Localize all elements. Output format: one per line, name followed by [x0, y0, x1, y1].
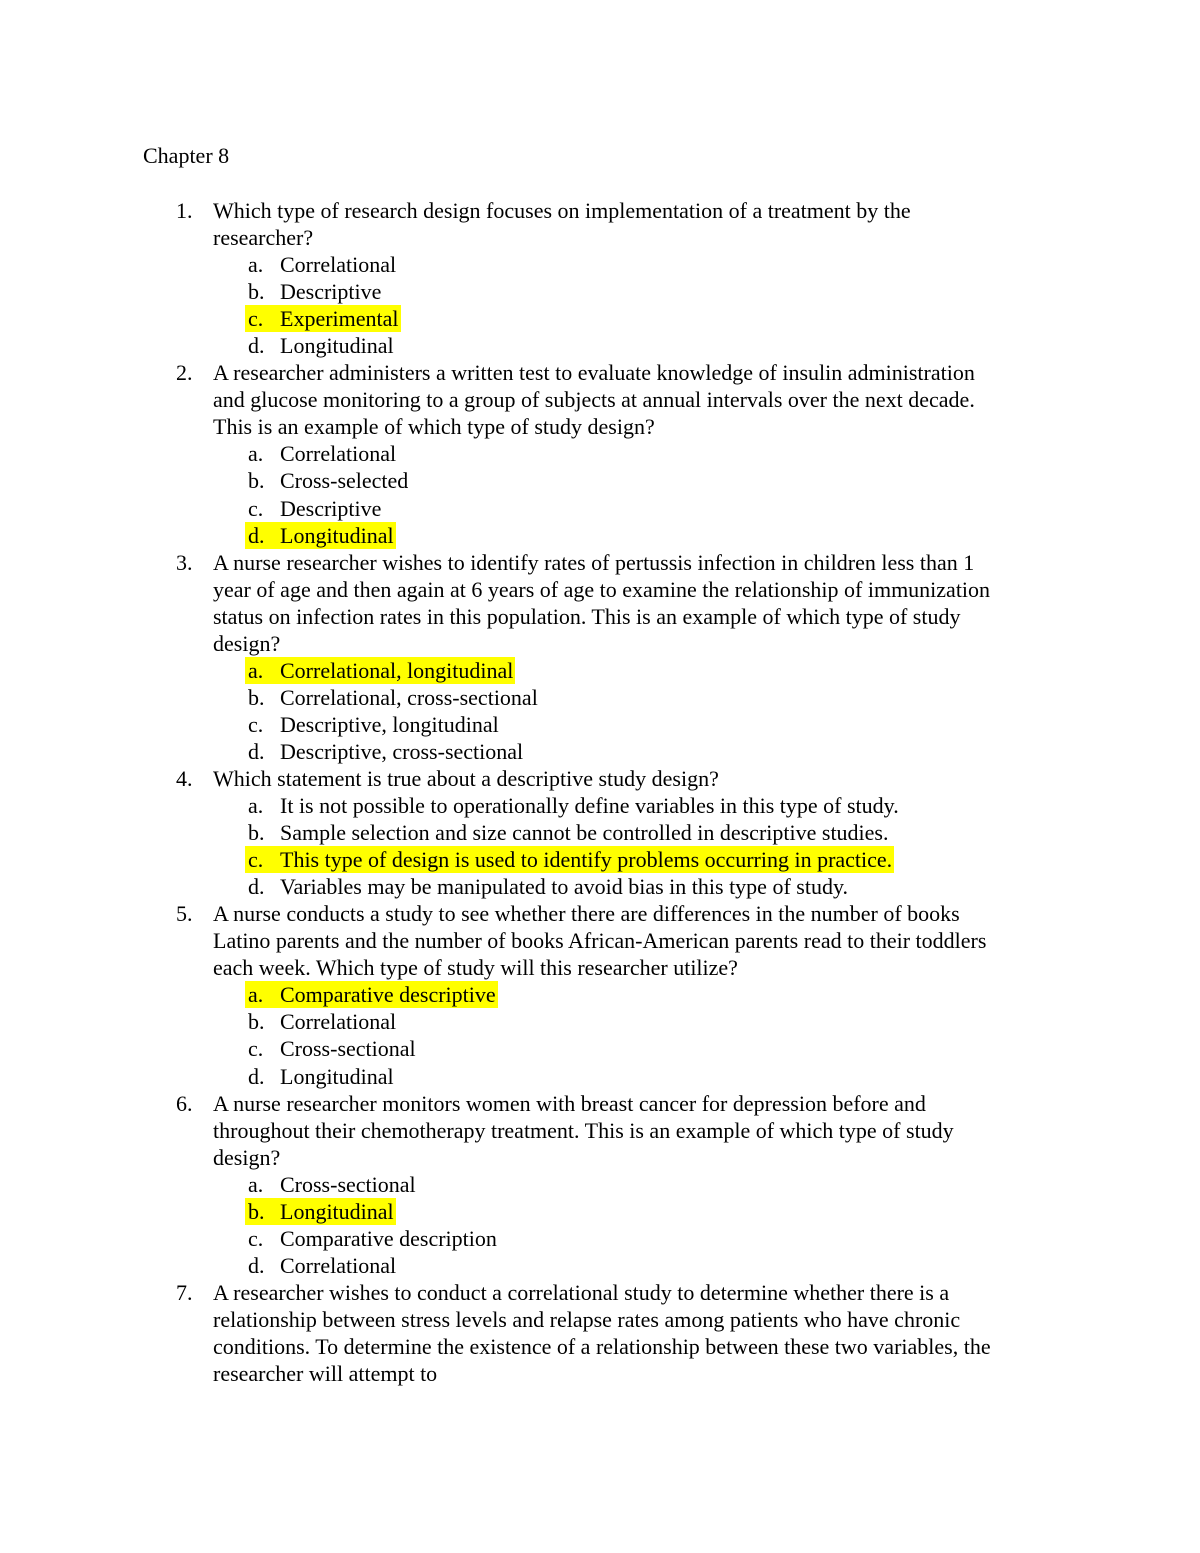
question-text: Which statement is true about a descriptive study design? [213, 765, 719, 791]
answer-option [248, 711, 1063, 738]
answer-option-text: Sample selection and size cannot be controlled in descriptive studies. [280, 820, 889, 846]
answer-options [213, 251, 1063, 359]
answer-option-text: Correlational [280, 1009, 397, 1035]
answer-option-text: Longitudinal [280, 1063, 394, 1089]
answer-option [248, 1063, 1063, 1090]
answer-option-letter: d. [248, 333, 265, 359]
answer-option-text: Experimental [280, 306, 399, 332]
answer-option-text: Cross-selected [280, 468, 409, 494]
question-item [0, 1090, 1063, 1279]
answer-option-content [245, 873, 850, 900]
answer-option-text: Descriptive [280, 279, 382, 305]
answer-option [248, 278, 1063, 305]
answer-option-letter: d. [248, 1063, 265, 1089]
answer-option-content [245, 278, 383, 305]
answer-options [213, 657, 1063, 765]
answer-option-letter: b. [248, 1198, 265, 1224]
answer-option-text: Correlational [280, 252, 397, 278]
answer-option-content [245, 467, 410, 494]
answer-option-letter: d. [248, 874, 265, 900]
question-item [0, 1279, 1063, 1387]
answer-option-content [245, 495, 383, 522]
chapter-title: Chapter 8 [143, 143, 230, 168]
answer-option-text: Longitudinal [280, 333, 394, 359]
answer-option-content [245, 657, 515, 684]
answer-option-letter: c. [248, 1036, 264, 1062]
answer-option [248, 467, 1063, 494]
answer-option [248, 1252, 1063, 1279]
answer-option-content [245, 738, 525, 765]
question-text: A researcher administers a written test to evaluate knowledge of insulin administration and glucose monitoring to a group of subjects at annual intervals over the next decade. This is an example of which type of study design? [213, 360, 975, 440]
answer-option-content [245, 1063, 396, 1090]
answer-option [248, 495, 1063, 522]
answer-options [213, 440, 1063, 548]
answer-option [248, 819, 1063, 846]
answer-option-content [245, 846, 894, 873]
answer-option [248, 873, 1063, 900]
answer-option [248, 1035, 1063, 1062]
answer-option-letter: b. [248, 820, 265, 846]
answer-option-highlighted [248, 522, 1063, 549]
answer-option-text: Correlational [280, 1252, 397, 1278]
answer-option-letter: b. [248, 1009, 265, 1035]
answer-option-content [245, 711, 501, 738]
question-item [0, 549, 1063, 765]
answer-option-highlighted [248, 305, 1063, 332]
answer-option [248, 792, 1063, 819]
answer-option-content [245, 792, 901, 819]
answer-option-content [245, 1252, 398, 1279]
answer-option-content [245, 1008, 398, 1035]
answer-option-letter: a. [248, 252, 264, 278]
answer-option-letter: a. [248, 657, 264, 683]
answer-option-text: It is not possible to operationally define variables in this type of study. [280, 793, 899, 819]
question-text: A researcher wishes to conduct a correlational study to determine whether there is a relationship between stress levels and relapse rates among patients who have chronic conditions. To determine the existence of a relationship between these two variables, the researcher will attempt to [213, 1279, 991, 1387]
answer-option-letter: d. [248, 522, 265, 548]
answer-option-text: Descriptive [280, 495, 382, 521]
question-item [0, 765, 1063, 900]
answer-options [213, 981, 1063, 1089]
answer-option-letter: c. [248, 495, 264, 521]
answer-option-content [245, 819, 891, 846]
question-number: 5. [176, 901, 193, 927]
answer-option-content [245, 305, 401, 332]
answer-option-content [245, 332, 396, 359]
answer-option-letter: c. [248, 1225, 264, 1251]
answer-option-letter: c. [248, 711, 264, 737]
answer-option-letter: a. [248, 441, 264, 467]
question-number: 2. [176, 360, 193, 386]
question-number: 6. [176, 1090, 193, 1116]
answer-option-content [245, 981, 498, 1008]
answer-option-content [245, 1225, 499, 1252]
answer-option-text: Descriptive, longitudinal [280, 711, 499, 737]
answer-option-content [245, 522, 396, 549]
answer-option [248, 1225, 1063, 1252]
answer-option-text: Correlational, cross-sectional [280, 684, 538, 710]
answer-options [213, 792, 1063, 900]
answer-option-highlighted [248, 657, 1063, 684]
answer-option-text: Comparative description [280, 1225, 497, 1251]
answer-option-content [245, 251, 398, 278]
question-number: 4. [176, 765, 193, 791]
answer-option [248, 440, 1063, 467]
answer-option-letter: a. [248, 1171, 264, 1197]
answer-option [248, 251, 1063, 278]
answer-option-text: Correlational, longitudinal [280, 657, 514, 683]
question-item [0, 197, 1063, 359]
answer-option-letter: c. [248, 847, 264, 873]
answer-option-text: Correlational [280, 441, 397, 467]
answer-option-content [245, 1171, 418, 1198]
answer-option-letter: a. [248, 982, 264, 1008]
answer-option-highlighted [248, 981, 1063, 1008]
answer-option-content [245, 440, 398, 467]
answer-option [248, 738, 1063, 765]
answer-option-text: This type of design is used to identify problems occurring in practice. [280, 847, 893, 873]
question-text: Which type of research design focuses on implementation of a treatment by the researcher? [213, 198, 911, 251]
answer-option-highlighted [248, 846, 1063, 873]
question-text: A nurse conducts a study to see whether there are differences in the number of books Latino parents and the number of books African-American parents read to their toddlers each week. Which type of study will this researcher utilize? [213, 901, 987, 981]
answer-option-letter: d. [248, 738, 265, 764]
question-number: 1. [176, 198, 193, 223]
answer-option-content [245, 1035, 418, 1062]
question-item [0, 359, 1063, 548]
answer-option [248, 684, 1063, 711]
answer-option-letter: b. [248, 684, 265, 710]
answer-option [248, 1008, 1063, 1035]
answer-option [248, 332, 1063, 359]
answer-option-text: Comparative descriptive [280, 982, 496, 1008]
question-number: 3. [176, 549, 193, 575]
answer-option-text: Descriptive, cross-sectional [280, 738, 524, 764]
answer-option-letter: b. [248, 468, 265, 494]
answer-option-content [245, 684, 540, 711]
question-item [0, 900, 1063, 1089]
answer-option-content [245, 1198, 396, 1225]
answer-option-letter: b. [248, 279, 265, 305]
question-list [0, 197, 1200, 1387]
answer-option-text: Longitudinal [280, 522, 394, 548]
answer-option [248, 1171, 1063, 1198]
question-text: A nurse researcher monitors women with breast cancer for depression before and throughout their chemotherapy treatment. This is an example of which type of study design? [213, 1090, 954, 1170]
answer-option-letter: c. [248, 306, 264, 332]
answer-option-text: Cross-sectional [280, 1171, 416, 1197]
answer-option-letter: d. [248, 1252, 265, 1278]
answer-options [213, 1171, 1063, 1279]
answer-option-text: Variables may be manipulated to avoid bias in this type of study. [280, 874, 849, 900]
answer-option-highlighted [248, 1198, 1063, 1225]
answer-option-text: Longitudinal [280, 1198, 394, 1224]
answer-option-letter: a. [248, 793, 264, 819]
answer-option-text: Cross-sectional [280, 1036, 416, 1062]
question-text: A nurse researcher wishes to identify rates of pertussis infection in children less than 1 year of age and then again at 6 years of age to examine the relationship of immunization status on infection rates in this population. This is an example of which type of study design? [213, 549, 991, 656]
question-number: 7. [176, 1279, 193, 1305]
